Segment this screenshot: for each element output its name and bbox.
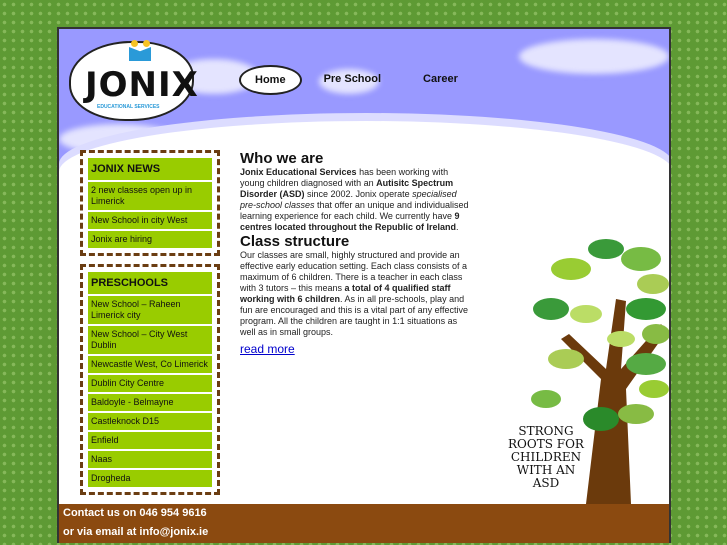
preschool-item[interactable]: Enfield xyxy=(88,432,212,449)
preschool-item[interactable]: Dublin City Centre xyxy=(88,375,212,392)
footer xyxy=(59,504,671,543)
logo[interactable] xyxy=(69,41,199,121)
nav-home[interactable]: Home xyxy=(239,65,302,95)
logo-dot xyxy=(131,40,138,47)
preschools-title: PRESCHOOLS xyxy=(88,272,212,294)
news-item[interactable]: 2 new classes open up in Limerick xyxy=(88,182,212,210)
preschool-item[interactable]: Baldoyle - Belmayne xyxy=(88,394,212,411)
text-bold: Autisitc Spectrum Disorder (ASD) xyxy=(240,178,454,199)
text: has been working with young children diagnosed with an xyxy=(240,167,449,188)
slogan-line: CHILDREN xyxy=(510,450,582,464)
main-content xyxy=(240,150,470,355)
slogan-line: STRONG xyxy=(518,424,574,438)
who-paragraph xyxy=(240,167,470,233)
footer-email[interactable]: or via email at info@jonix.ie xyxy=(63,526,209,538)
nav-career[interactable]: Career xyxy=(423,73,458,85)
slogan-line: ROOTS FOR xyxy=(508,437,584,451)
footer-phone: Contact us on 046 954 9616 xyxy=(63,507,207,519)
who-heading: Who we are xyxy=(240,150,324,167)
text-italic: specialised pre-school classes xyxy=(240,189,457,210)
preschool-item[interactable]: Naas xyxy=(88,451,212,468)
logo-subtitle: EDUCATIONAL SERVICES xyxy=(97,104,160,110)
slogan-line: WITH AN xyxy=(516,463,576,477)
nav-preschool[interactable]: Pre School xyxy=(323,73,382,85)
class-heading: Class structure xyxy=(240,233,350,250)
read-more-link[interactable]: read more xyxy=(240,342,295,356)
logo-dot xyxy=(143,40,150,47)
tree-slogan xyxy=(501,425,591,490)
preschool-item[interactable]: New School – City West Dublin xyxy=(88,326,212,354)
preschools-box xyxy=(80,264,220,495)
main-nav xyxy=(239,65,474,95)
page-container xyxy=(57,27,671,543)
text: since 2002. Jonix operate xyxy=(304,189,413,199)
text: . As in all pre-schools, play and fun are encouraged and this is a vital part of any effective program. All the children are taught in 1:1 situations as well as in small groups. xyxy=(240,294,468,337)
cloud xyxy=(519,39,669,74)
text: Our classes are small, highly structured and provide an effective early education setting. Each class consists of a maximum of 6 children. There is a teacher in each class with 3 tutors – this means xyxy=(240,250,467,293)
preschool-item[interactable]: Castleknock D15 xyxy=(88,413,212,430)
text: that offer an unique and individualised learning experience for each child. We currently have xyxy=(240,200,469,221)
text-bold: a total of 4 qualified staff working with 6 children xyxy=(240,283,451,304)
preschool-item[interactable]: Drogheda xyxy=(88,470,212,487)
book-icon xyxy=(129,47,151,61)
text-bold: 9 centres located throughout the Republic of Ireland xyxy=(240,211,460,232)
preschool-item[interactable]: Newcastle West, Co Limerick xyxy=(88,356,212,373)
news-item[interactable]: Jonix are hiring xyxy=(88,231,212,248)
news-item[interactable]: New School in city West xyxy=(88,212,212,229)
text-bold: Jonix Educational Services xyxy=(240,167,357,177)
news-title: JONIX NEWS xyxy=(88,158,212,180)
slogan-line: ASD xyxy=(532,476,560,490)
logo-text: JONIX xyxy=(85,65,199,105)
preschool-item[interactable]: New School – Raheen Limerick city xyxy=(88,296,212,324)
text: . xyxy=(456,222,459,232)
class-paragraph xyxy=(240,250,470,338)
news-box xyxy=(80,150,220,256)
